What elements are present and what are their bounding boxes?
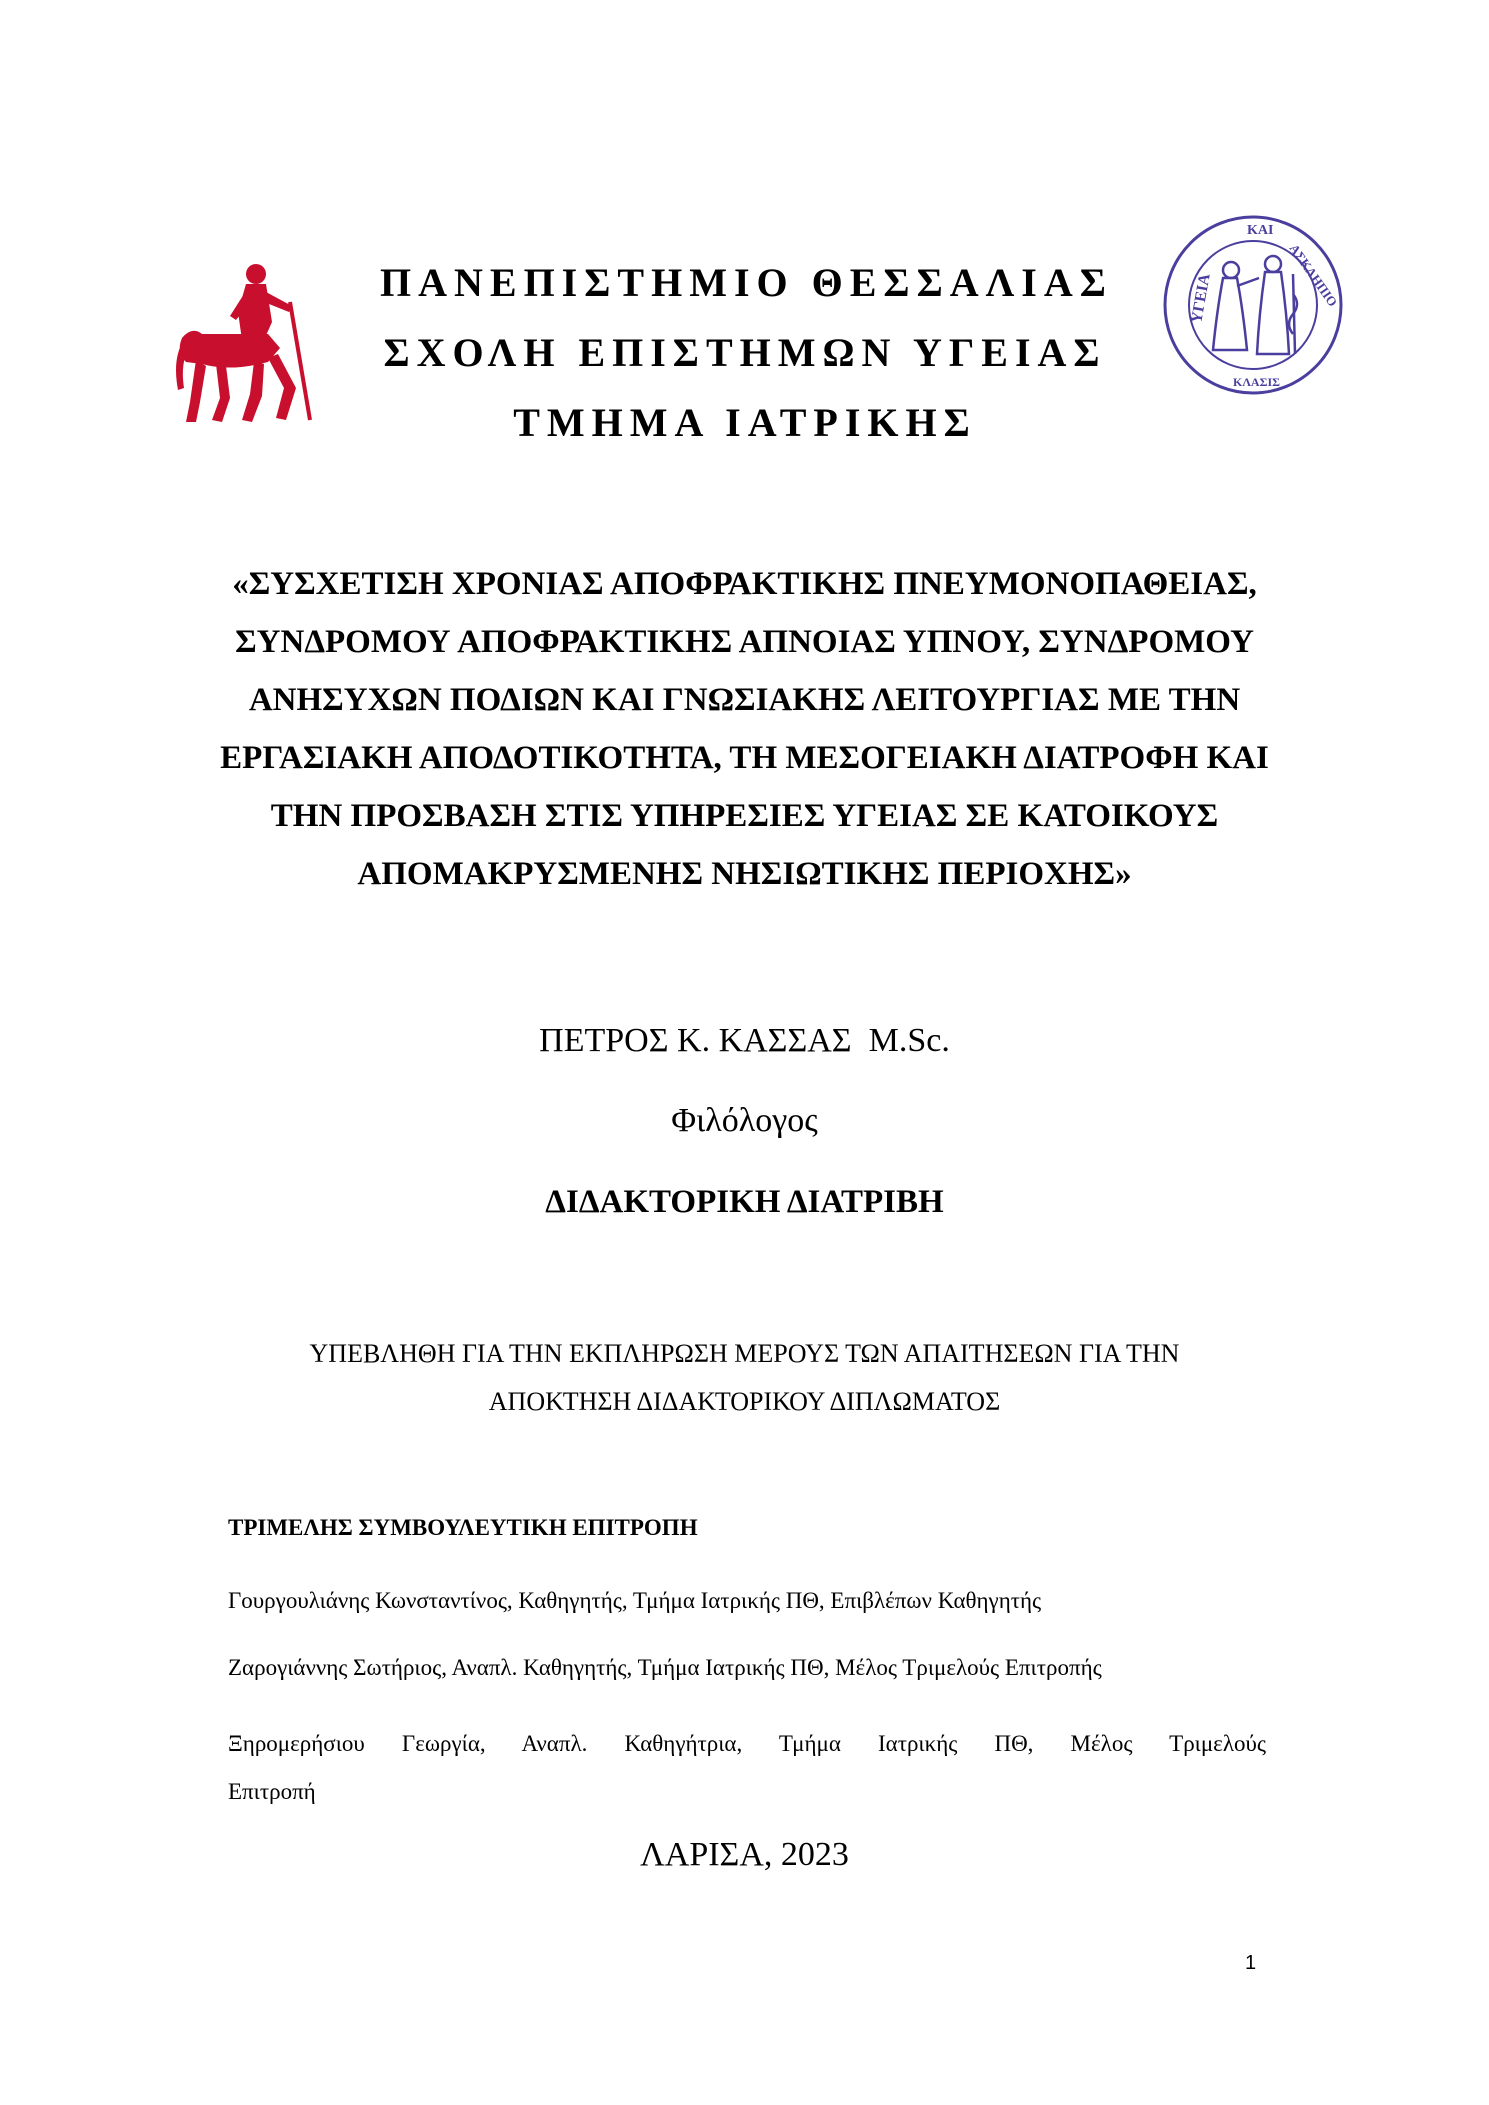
- committee-member-line: Επιτροπή: [228, 1779, 316, 1804]
- page-number: 1: [1245, 1952, 1257, 1974]
- document-type: ΔΙΔΑΚΤΟΡΙΚΗ ΔΙΑΤΡΙΒΗ: [545, 1184, 944, 1220]
- title-line: ΑΝΗΣΥΧΩΝ ΠΟΔΙΩΝ ΚΑΙ ΓΝΩΣΙΑΚΗΣ ΛΕΙΤΟΥΡΓΙΑΣ ΜΕ ΤΗΝ: [248, 682, 1241, 718]
- committee-member: Γουργουλιάνης Κωνσταντίνος, Καθηγητής, Τμήμα Ιατρικής ΠΘ, Επιβλέπων Καθηγητής: [228, 1588, 1042, 1613]
- committee-member: Ζαρογιάννης Σωτήριος, Αναπλ. Καθηγητής, Τμήμα Ιατρικής ΠΘ, Μέλος Τριμελούς Επιτροπής: [228, 1655, 1102, 1680]
- committee-title: ΤΡΙΜΕΛΗΣ ΣΥΜΒΟΥΛΕΥΤΙΚΗ ΕΠΙΤΡΟΠΗ: [228, 1515, 698, 1540]
- title-line: ΣΥΝΔΡΟΜΟΥ ΑΠΟΦΡΑΚΤΙΚΗΣ ΑΠΝΟΙΑΣ ΥΠΝΟΥ, ΣΥΝΔΡΟΜΟΥ: [235, 624, 1254, 660]
- school-name: ΣΧΟΛΗ ΕΠΙΣΤΗΜΩΝ ΥΓΕΙΑΣ: [383, 330, 1107, 375]
- title-line: «ΣΥΣΧΕΤΙΣΗ ΧΡΟΝΙΑΣ ΑΠΟΦΡΑΚΤΙΚΗΣ ΠΝΕΥΜΟΝΟΠΑΘΕΙΑΣ,: [232, 566, 1257, 602]
- submission-line: ΥΠΕΒΛΗΘΗ ΓΙΑ ΤΗΝ ΕΚΠΛΗΡΩΣΗ ΜΕΡΟΥΣ ΤΩΝ ΑΠΑΙΤΗΣΕΩΝ ΓΙΑ ΤΗΝ: [309, 1339, 1180, 1368]
- committee-member: [228, 1720, 1266, 1816]
- committee-member-line: Ξηρομερήσιου Γεωργία, Αναπλ. Καθηγήτρια, Τμήμα Ιατρικής ΠΘ, Μέλος Τριμελούς: [228, 1731, 1266, 1756]
- seal-text-bottom: ΚΛΑΣΙΣ: [1233, 375, 1280, 389]
- author-profession: Φιλόλογος: [671, 1102, 818, 1139]
- university-header: [380, 248, 1113, 458]
- submission-line: ΑΠΟΚΤΗΣΗ ΔΙΔΑΚΤΟΡΙΚΟΥ ΔΙΠΛΩΜΑΤΟΣ: [488, 1387, 1001, 1416]
- title-line: ΤΗΝ ΠΡΟΣΒΑΣΗ ΣΤΙΣ ΥΠΗΡΕΣΙΕΣ ΥΓΕΙΑΣ ΣΕ ΚΑΤΟΙΚΟΥΣ: [270, 798, 1219, 834]
- centaur-logo-icon: [172, 262, 324, 427]
- thesis-title: [140, 555, 1349, 903]
- department-name: ΤΜΗΜΑ ΙΑΤΡΙΚΗΣ: [513, 400, 977, 445]
- author-name: ΠΕΤΡΟΣ Κ. ΚΑΣΣΑΣ M.Sc.: [539, 1022, 950, 1059]
- seal-text-left: ΥΓΕΙΑ: [1188, 272, 1214, 325]
- place-and-date: ΛΑΡΙΣΑ, 2023: [640, 1836, 849, 1873]
- medical-school-seal-icon: [1161, 214, 1345, 396]
- submission-statement: [0, 1330, 1489, 1426]
- university-name: ΠΑΝΕΠΙΣΤΗΜΙΟ ΘΕΣΣΑΛΙΑΣ: [380, 260, 1113, 305]
- seal-text-top: ΚΑΙ: [1247, 223, 1274, 238]
- title-line: ΕΡΓΑΣΙΑΚΗ ΑΠΟΔΟΤΙΚΟΤΗΤΑ, ΤΗ ΜΕΣΟΓΕΙΑΚΗ ΔΙΑΤΡΟΦΗ ΚΑΙ: [220, 740, 1269, 776]
- title-line: ΑΠΟΜΑΚΡΥΣΜΕΝΗΣ ΝΗΣΙΩΤΙΚΗΣ ΠΕΡΙΟΧΗΣ»: [357, 856, 1132, 892]
- seal-text-right: ΑΣΚΛΗΠΙΟ: [1286, 241, 1341, 310]
